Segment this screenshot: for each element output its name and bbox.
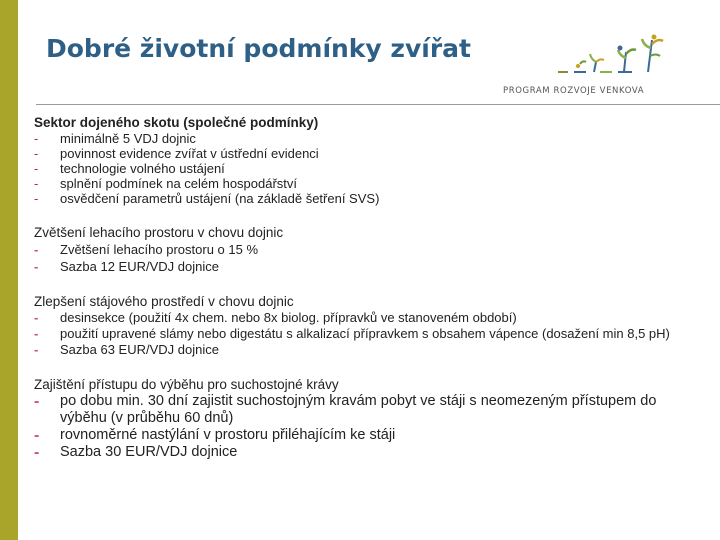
section-dry-cows-access <box>34 376 684 461</box>
list-item: - desinsekce (použití 4x chem. nebo 8x biolog. přípravků ve stanoveném období) <box>34 310 517 325</box>
list-item: - použití upravené slámy nebo digestátu s alkalizací přípravkem s obsahem vápence (dosažení min 8,5 pH) <box>34 326 670 341</box>
section-stable-environment <box>34 293 684 358</box>
section-heading: Zvětšení lehacího prostoru v chovu dojnic <box>34 225 284 240</box>
list-item: - technologie volného ustájení <box>34 161 225 176</box>
section-heading: Zlepšení stájového prostředí v chovu dojnic <box>34 294 294 309</box>
list-item: - Zvětšení lehacího prostoru o 15 % <box>34 242 259 257</box>
left-accent-bar <box>0 0 18 540</box>
prv-logo <box>500 30 680 100</box>
list-item: - Sazba 30 EUR/VDJ dojnice <box>34 444 238 461</box>
prv-logo-icon <box>556 34 668 78</box>
list-item: - Sazba 12 EUR/VDJ dojnice <box>34 259 219 274</box>
section-heading: Zajištění přístupu do výběhu pro suchostojné krávy <box>34 377 339 392</box>
list-item: - Sazba 63 EUR/VDJ dojnice <box>34 342 219 357</box>
list-item: - rovnoměrné nastýlání v prostoru přiléhajícím ke stáji <box>34 427 396 444</box>
content-body <box>34 114 684 479</box>
list-item: - minimálně 5 VDJ dojnic <box>34 131 196 146</box>
list-item: - po dobu min. 30 dní zajistit suchostojným kravám pobyt ve stáji s neomezeným přístupem do výběhu (v průběhu 60 dnů) <box>34 393 657 426</box>
slide-title: Dobré životní podmínky zvířat <box>46 34 471 63</box>
list-item: - povinnost evidence zvířat v ústřední evidenci <box>34 146 319 161</box>
list-item: - splnění podmínek na celém hospodářství <box>34 176 298 191</box>
section-heading: Sektor dojeného skotu (společné podmínky) <box>34 115 319 130</box>
logo-text: PROGRAM ROZVOJE VENKOVA <box>503 86 645 96</box>
section-lying-space <box>34 224 684 275</box>
section-common-conditions <box>34 114 684 206</box>
title-divider <box>36 104 720 105</box>
list-item: - osvědčení parametrů ustájení (na základě šetření SVS) <box>34 191 380 206</box>
